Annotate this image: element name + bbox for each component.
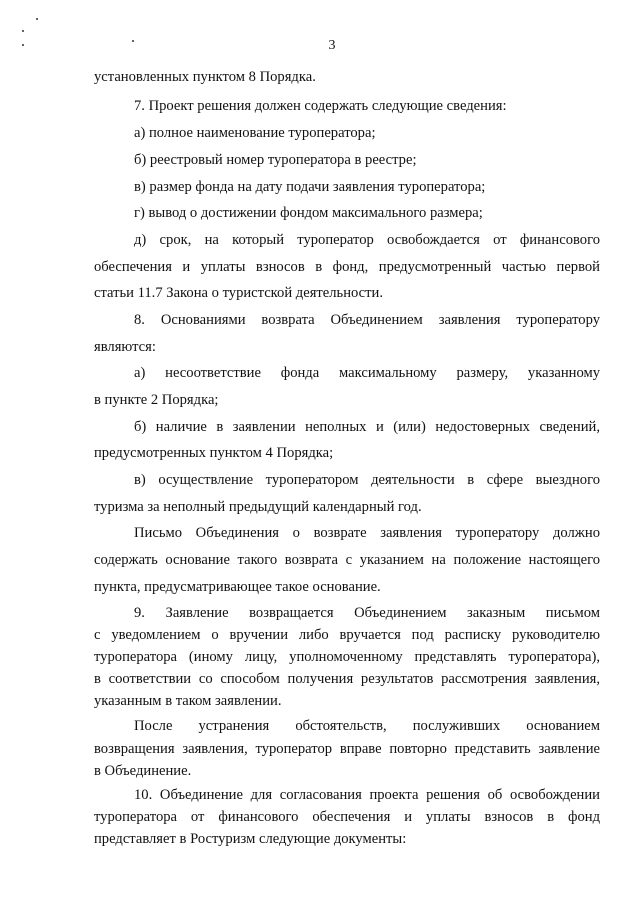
text-line: статьи 11.7 Закона о туристской деятельности. — [94, 285, 383, 301]
page-number: 3 — [328, 38, 336, 53]
scan-speck — [36, 18, 38, 20]
text-line: в Объединение. — [94, 763, 192, 779]
text-line: представляет в Ростуризм следующие документы: — [94, 831, 407, 847]
text-line: возвращения заявления, туроператор вправе повторно представить заявление — [94, 741, 600, 757]
list-item: а) несоответствие фонда максимальному размеру, указанному — [134, 365, 600, 381]
paragraph-line: После устранения обстоятельств, послуживших основанием — [134, 718, 600, 734]
list-item: б) реестровый номер туроператора в реестре; — [134, 152, 417, 168]
text-line: установленных пунктом 8 Порядка. — [94, 69, 316, 85]
text-line: в пункте 2 Порядка; — [94, 392, 219, 408]
clause-8-heading: 8. Основаниями возврата Объединением заявления туроператору — [134, 312, 600, 328]
list-item: б) наличие в заявлении неполных и (или) недостоверных сведений, — [134, 419, 600, 435]
clause-7-heading: 7. Проект решения должен содержать следующие сведения: — [134, 98, 507, 114]
list-item: в) осуществление туроператором деятельности в сфере выездного — [134, 472, 600, 488]
text-line: содержать основание такого возврата с указанием на положение настоящего — [94, 552, 600, 568]
scan-speck — [22, 30, 24, 32]
text-line: туроператора от финансового обеспечения и уплаты взносов в фонд — [94, 809, 600, 825]
text-line: являются: — [94, 339, 156, 355]
text-line: пункта, предусматривающее такое основание. — [94, 579, 381, 595]
text-line: обеспечения и уплаты взносов в фонд, предусмотренный частью первой — [94, 259, 600, 275]
list-item: д) срок, на который туроператор освобождается от финансового — [134, 232, 600, 248]
text-line: указанным в таком заявлении. — [94, 693, 282, 709]
text-line: туроператора (иному лицу, уполномоченному представлять туроператора), — [94, 649, 600, 665]
list-item: в) размер фонда на дату подачи заявления туроператора; — [134, 179, 486, 195]
text-line: туризма за неполный предыдущий календарный год. — [94, 499, 422, 515]
paragraph-line: Письмо Объединения о возврате заявления туроператору должно — [134, 525, 600, 541]
clause-9-heading: 9. Заявление возвращается Объединением заказным письмом — [134, 605, 600, 621]
text-line: в соответствии со способом получения результатов рассмотрения заявления, — [94, 671, 600, 687]
list-item: а) полное наименование туроператора; — [134, 125, 376, 141]
text-line: с уведомлением о вручении либо вручается под расписку руководителю — [94, 627, 600, 643]
list-item: г) вывод о достижении фондом максимального размера; — [134, 205, 483, 221]
text-line: предусмотренных пунктом 4 Порядка; — [94, 445, 334, 461]
clause-10-heading: 10. Объединение для согласования проекта решения об освобождении — [134, 787, 600, 803]
